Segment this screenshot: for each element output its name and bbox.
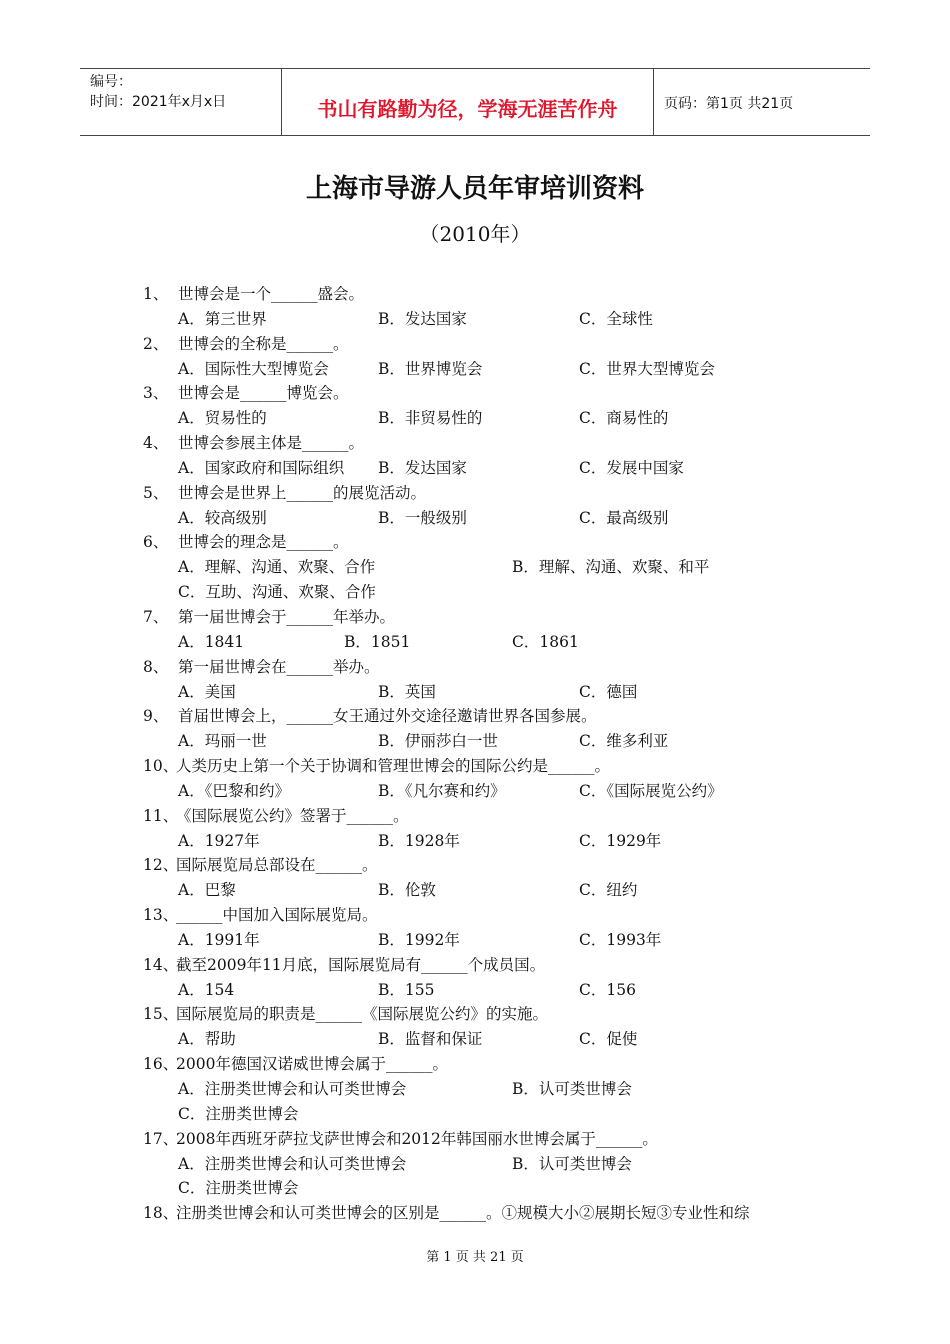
option-a: A．较高级别 [178,508,267,527]
option-b: B．1851 [344,632,411,651]
question-text: 世博会是______博览会。 [178,384,349,403]
option-c: C．《国际展览公约》 [579,781,723,800]
question-text: 《国际展览公约》签署于______。 [176,806,409,825]
option-c: C．纽约 [579,881,638,900]
question-row [0,282,950,307]
option-a: A．1841 [178,632,245,651]
option-b: B．认可类世博会 [512,1154,632,1173]
question-text: 第一届世博会在______举办。 [178,657,380,676]
option-c: C．全球性 [579,309,653,328]
option-c: C．注册类世博会 [178,1179,299,1198]
option-c: C．发展中国家 [579,458,684,477]
question-text: 第一届世博会于______年举办。 [178,607,396,626]
question-text: 国际展览局总部设在______。 [176,856,378,875]
option-a: A．154 [178,980,235,999]
question-number: 18、 [143,1204,179,1223]
question-text: 世博会的全称是______。 [178,334,349,353]
option-c: C．注册类世博会 [178,1104,299,1123]
option-b: B．发达国家 [378,309,467,328]
option-c: C．维多利亚 [579,732,669,751]
options-row [0,978,950,1003]
option-a: A．注册类世博会和认可类世博会 [178,1080,407,1098]
option-b: B．认可类世博会 [512,1080,632,1098]
question-text: ______中国加入国际展览局。 [176,906,378,925]
page-header [80,68,870,136]
question-row [0,1201,950,1226]
options-row [0,506,950,531]
question-text: 注册类世博会和认可类世博会的区别是______。①规模大小②展期长短③专业性和综 [176,1204,750,1223]
question-row [0,431,950,456]
question-text: 截至2009年11月底，国际展览局有______个成员国。 [176,955,546,974]
question-number: 4、 [143,434,169,453]
option-c: C．促使 [579,1030,638,1049]
option-a: A．巴黎 [178,881,236,900]
question-list [0,282,950,1226]
question-number: 9、 [143,707,169,726]
option-b: B．理解、沟通、欢聚、和平 [512,558,710,577]
question-text: 世博会参展主体是______。 [178,434,365,453]
serial-label: 编号： [90,74,132,90]
option-b: B．一般级别 [378,508,467,527]
options-row [0,779,950,804]
option-b: B．1928年 [378,831,460,850]
question-row [0,953,950,978]
options-row [0,829,950,854]
question-number: 2、 [143,334,169,353]
options-row [0,680,950,705]
question-text: 国际展览局的职责是______《国际展览公约》的实施。 [176,1005,549,1024]
options-row [0,406,950,431]
question-text: 世博会是世界上______的展览活动。 [178,483,427,502]
question-number: 14、 [143,955,179,974]
option-c: C．156 [579,980,636,999]
question-number: 17、 [143,1129,179,1148]
options-row [0,307,950,332]
option-c: C．互助、沟通、欢聚、合作 [178,583,376,602]
page-footer: 第 1 页 共 21 页 [426,1250,524,1265]
question-row [0,853,950,878]
question-text: 2008年西班牙萨拉戈萨世博会和2012年韩国丽水世博会属于______。 [176,1129,658,1148]
option-c: C．1861 [512,632,579,651]
option-b: B．《凡尔赛和约》 [378,781,506,800]
options-row [0,928,950,953]
question-number: 12、 [143,856,179,875]
option-a: A．1991年 [178,930,260,949]
question-number: 1、 [143,285,169,303]
options-row [0,580,950,605]
option-a: A．第三世界 [178,309,267,328]
options-row [0,878,950,903]
question-number: 7、 [143,607,169,626]
question-row [0,754,950,779]
question-row [0,381,950,406]
header-meta [80,69,281,135]
options-row [0,729,950,754]
question-row [0,1127,950,1152]
document-title: 上海市导游人员年审培训资料 [305,174,644,204]
question-number: 13、 [143,906,179,925]
question-number: 10、 [143,757,179,776]
option-a: A．1927年 [178,831,260,850]
date-label: 时间：2021年x月x日 [90,94,227,110]
header-motto: 书山有路勤为径，学海无涯苦作舟 [281,69,654,135]
option-a: A．国际性大型博览会 [178,359,329,378]
question-row [0,332,950,357]
option-b: B．伊丽莎白一世 [378,732,498,751]
question-row [0,903,950,928]
question-row [0,704,950,729]
option-a: A．理解、沟通、欢聚、合作 [178,558,376,577]
options-row [0,1077,950,1102]
question-text: 2000年德国汉诺威世博会属于______。 [176,1055,448,1074]
option-a: A．《巴黎和约》 [178,781,290,800]
option-b: B．155 [378,980,435,999]
question-number: 8、 [143,657,169,676]
option-c: C．德国 [579,682,638,701]
question-text: 世博会的理念是______。 [178,533,349,552]
options-row [0,456,950,481]
options-row [0,1176,950,1201]
question-row [0,655,950,680]
option-c: C．商易性的 [579,409,669,428]
option-b: B．监督和保证 [378,1030,483,1049]
option-b: B．英国 [378,682,436,701]
question-row [0,1052,950,1077]
option-b: B．1992年 [378,930,460,949]
question-text: 首届世博会上，______女王通过外交途径邀请世界各国参展。 [178,707,597,726]
options-row [0,1027,950,1052]
question-text: 人类历史上第一个关于协调和管理世博会的国际公约是______。 [176,757,611,776]
option-b: B．伦敦 [378,881,436,900]
question-row [0,1002,950,1027]
options-row [0,357,950,382]
option-a: A．贸易性的 [178,409,267,428]
option-a: A．美国 [178,682,236,701]
question-row [0,530,950,555]
option-c: C．最高级别 [579,508,669,527]
question-row [0,605,950,630]
option-c: C．世界大型博览会 [579,359,715,378]
question-number: 5、 [143,483,169,502]
option-a: A．帮助 [178,1030,236,1049]
options-row [0,630,950,655]
header-page-info: 页码：第1页 共21页 [664,96,794,112]
question-text: 世博会是一个______盛会。 [178,285,365,303]
options-row [0,1152,950,1177]
document-subtitle: （2010年） [419,222,531,246]
option-a: A．玛丽一世 [178,732,267,751]
question-row [0,481,950,506]
options-row [0,1102,950,1127]
option-b: B．非贸易性的 [378,409,483,428]
options-row [0,555,950,580]
question-number: 6、 [143,533,169,552]
question-row [0,804,950,829]
option-b: B．发达国家 [378,458,467,477]
question-number: 11、 [143,806,179,825]
question-number: 3、 [143,384,169,403]
question-number: 15、 [143,1005,179,1024]
question-number: 16、 [143,1055,179,1074]
option-a: A．国家政府和国际组织 [178,458,345,477]
option-a: A．注册类世博会和认可类世博会 [178,1154,407,1173]
option-c: C．1929年 [579,831,662,850]
option-b: B．世界博览会 [378,359,483,378]
option-c: C．1993年 [579,930,662,949]
